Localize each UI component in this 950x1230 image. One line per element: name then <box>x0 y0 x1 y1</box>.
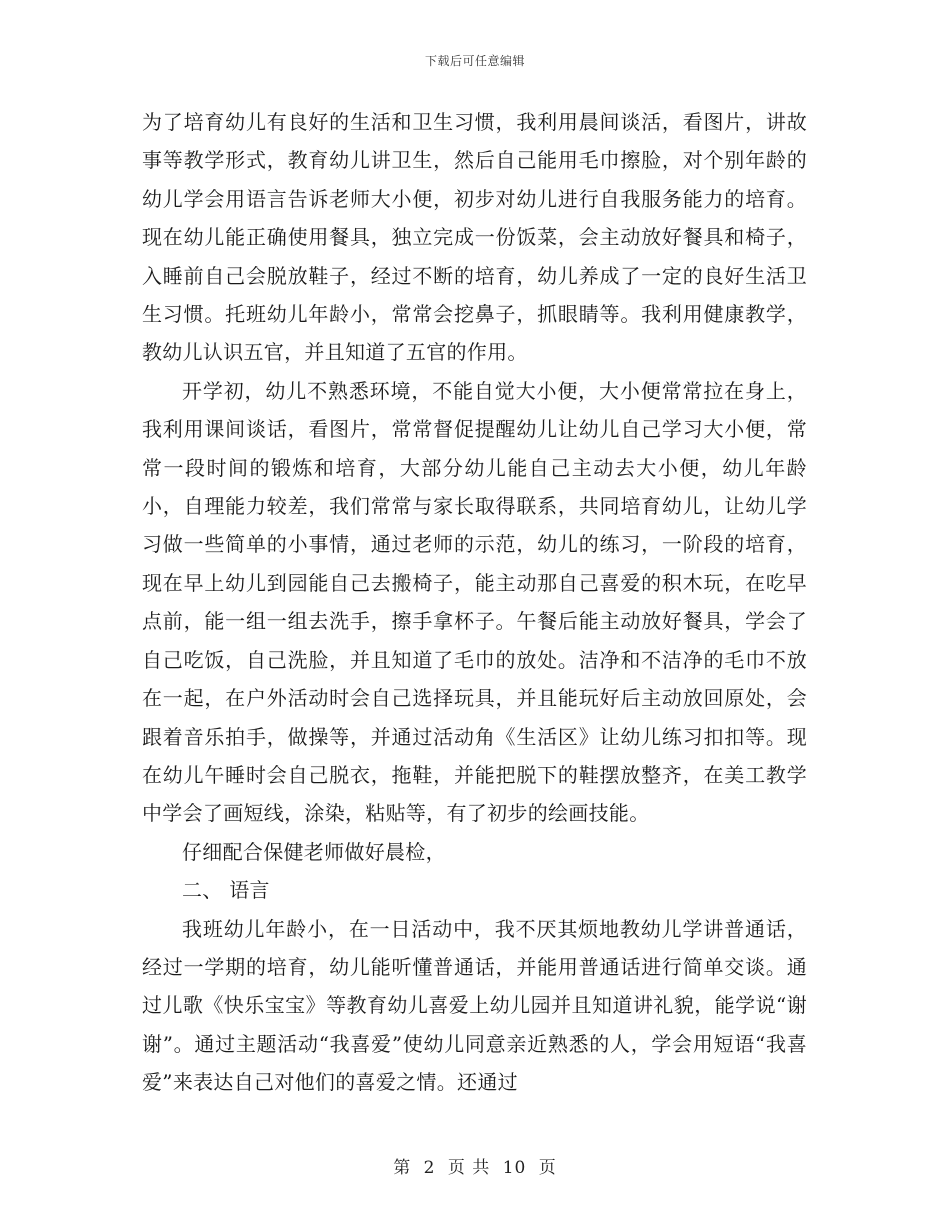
page-header <box>0 52 950 69</box>
footer-page-number: 2 <box>423 1158 436 1178</box>
footer-suffix: 页 <box>538 1158 557 1178</box>
page-footer <box>0 1153 950 1178</box>
paragraph-hygiene-habits: 为了培育幼儿有良好的生活和卫生习惯，我利用晨间谈活，看图片，讲故事等教学形式，教育幼儿讲卫生，然后自己能用毛巾擦脸，对个别年龄的幼儿学会用语言告诉老师大小便，初步对幼儿进行自我服务能力的培育。现在幼儿能正确使用餐具，独立完成一份饭菜，会主动放好餐具和椅子，入睡前自己会脱放鞋子，经过不断的培育，幼儿养成了一定的良好生活卫生习惯。托班幼儿年龄小，常常会挖鼻子，抓眼睛等。我利用健康教学，教幼儿认识五官，并且知道了五官的作用。 <box>142 110 807 365</box>
document-body <box>142 103 807 1102</box>
footer-prefix: 第 <box>393 1158 412 1178</box>
footer-total-pages: 10 <box>502 1158 527 1178</box>
paragraph-language: 我班幼儿年龄小，在一日活动中，我不厌其烦地教幼儿学讲普通话，经过一学期的培育，幼儿能听懂普通话，并能用普通话进行简单交谈。通过儿歌《快乐宝宝》等教育幼儿喜爱上幼儿园并且知道讲礼貌，能学说“谢谢”。通过主题活动“我喜爱”使幼儿同意亲近熟悉的人，学会用短语“我喜爱”来表达自己对他们的喜爱之情。还通过 <box>142 916 807 1095</box>
paragraph-morning-check: 仔细配合保健老师做好晨检， <box>182 839 446 864</box>
header-note: 下载后可任意编辑 <box>424 54 525 68</box>
footer-middle: 页 共 <box>447 1158 491 1178</box>
paragraph-self-care: 开学初，幼儿不熟悉环境，不能自觉大小便，大小便常常拉在身上，我利用课间谈话，看图片，常常督促提醒幼儿让幼儿自己学习大小便，常常一段时间的锻炼和培育，大部分幼儿能自己主动去大小便，幼儿年龄小，自理能力较差，我们常常与家长取得联系，共同培育幼儿，让幼儿学习做一些简单的小事情，通过老师的示范，幼儿的练习，一阶段的培育，现在早上幼儿到园能自己去搬椅子，能主动那自己喜爱的积木玩，在吃早点前，能一组一组去洗手，擦手拿杯子。午餐后能主动放好餐具，学会了自己吃饭，自己洗脸，并且知道了毛巾的放处。洁净和不洁净的毛巾不放在一起，在户外活动时会自己选择玩具，并且能玩好后主动放回原处，会跟着音乐拍手，做操等，并通过活动角《生活区》让幼儿练习扣扣等。现在幼儿午睡时会自己脱衣，拖鞋，并能把脱下的鞋摆放整齐，在美工教学中学会了画短线，涂染，粘贴等，有了初步的绘画技能。 <box>142 378 807 826</box>
section-heading-language: 二、 语言 <box>182 878 270 903</box>
